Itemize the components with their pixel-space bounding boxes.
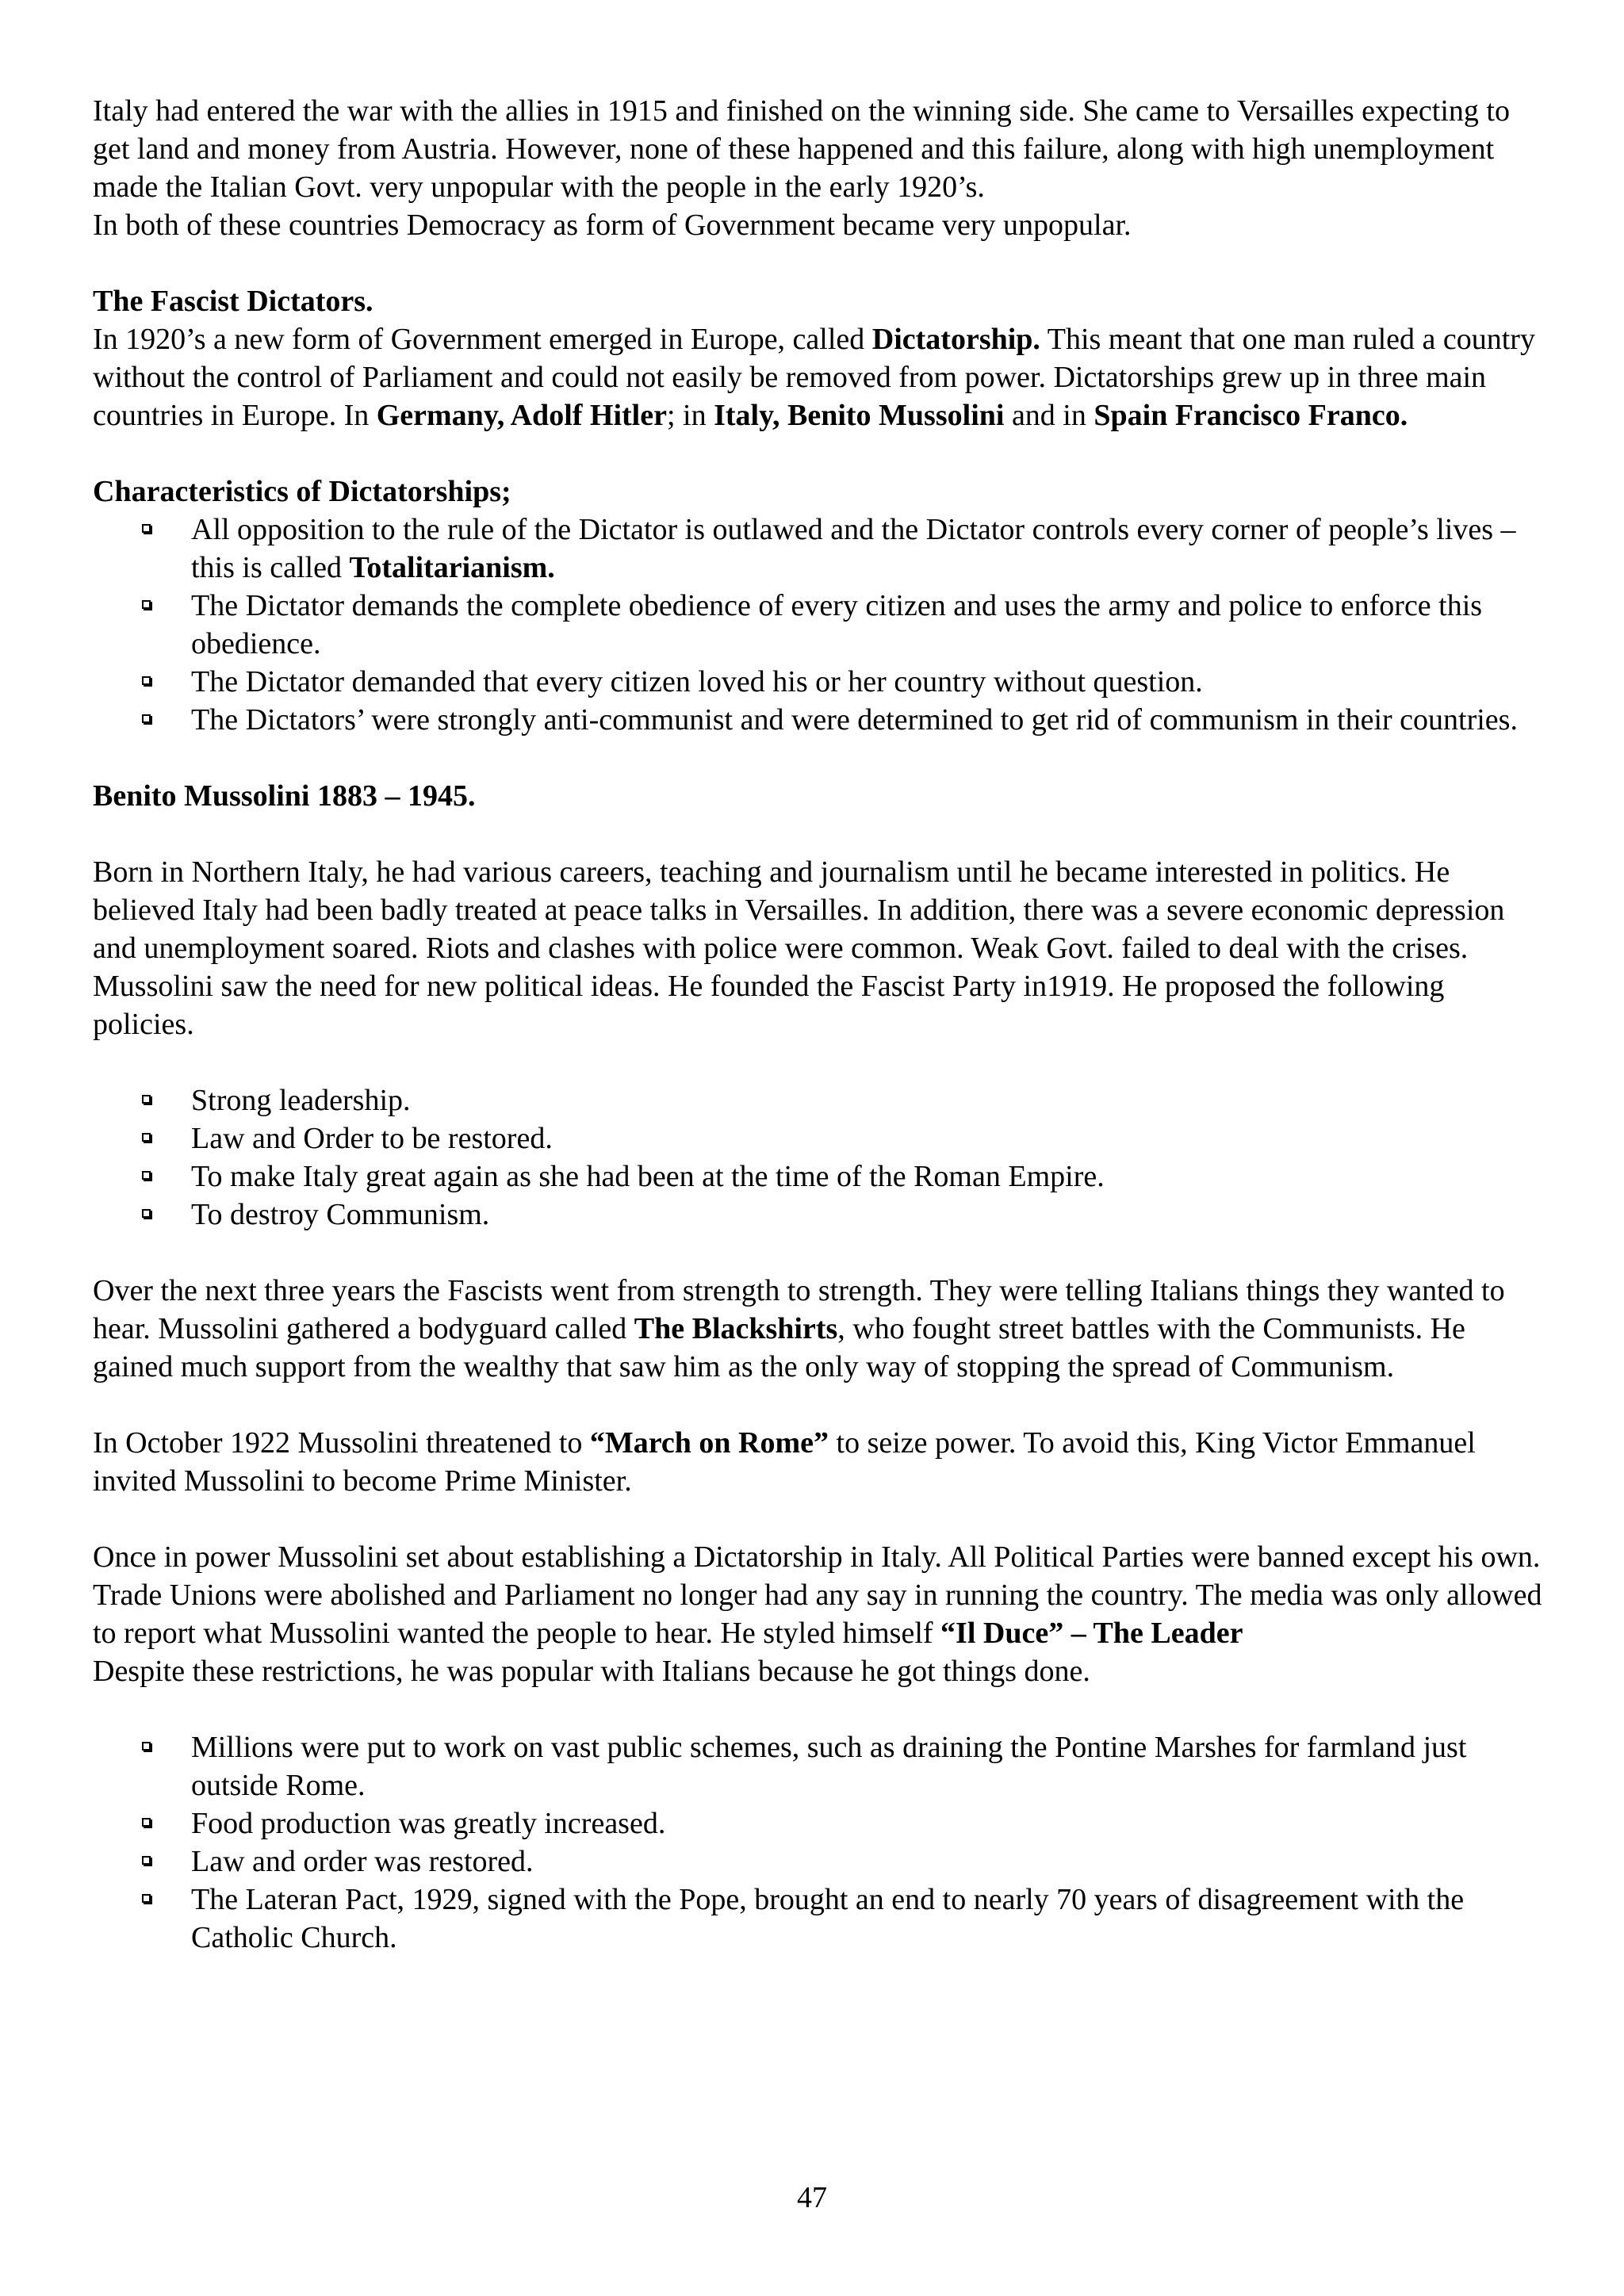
mussolini-bio-paragraph: Born in Northern Italy, he had various careers, teaching and journalism until he became interested in politics. He believed Italy had been badly treated at peace talks in Versailles. In addition, there was a severe economic depression and unemployment soared. Riots and clashes with police were common. Weak Govt. failed to deal with the crises. Mussolini saw the need for new political ideas. He founded the Fascist Party in1919. He proposed the following policies. (93, 855, 1505, 1041)
list-item: To destroy Communism. (191, 1196, 1544, 1234)
list-item: To make Italy great again as she had been at the time of the Roman Empire. (191, 1158, 1544, 1196)
list-item: The Lateran Pact, 1929, signed with the Pope, brought an end to nearly 70 years of disagreement with the Catholic Church. (191, 1881, 1544, 1957)
mussolini-heading: Benito Mussolini 1883 – 1945. (93, 779, 476, 813)
checkbox-bullet-icon (142, 1742, 151, 1751)
fascist-dictators-paragraph: In 1920’s a new form of Government emerged in Europe, called Dictatorship. This meant that one man ruled a country without the control of Parliament and could not easily be removed from power. Dictatorships grew up in three main countries in Europe. In Germany, Adolf Hitler; in Italy, Benito Mussolini and in Spain Francisco Franco. (93, 323, 1535, 432)
checkbox-bullet-icon (142, 714, 151, 723)
characteristics-heading: Characteristics of Dictatorships; (93, 475, 511, 508)
policies-list (93, 1081, 1544, 1234)
list-item: All opposition to the rule of the Dictator is outlawed and the Dictator controls every corner of people’s lives – this is called Totalitarianism. (191, 511, 1544, 587)
intro-paragraph-2: In both of these countries Democracy as form of Government became very unpopular. (93, 209, 1132, 242)
checkbox-bullet-icon (142, 1133, 151, 1142)
list-item: Millions were put to work on vast public schemes, such as draining the Pontine Marshes for farmland just outside Rome. (191, 1728, 1544, 1804)
checkbox-bullet-icon (142, 600, 151, 609)
list-item: Law and Order to be restored. (191, 1119, 1544, 1158)
dictatorship-paragraph: Once in power Mussolini set about establishing a Dictatorship in Italy. All Political Parties were banned except his own. Trade Unions were abolished and Parliament no longer had any say in running the country. The media was only allowed to report what Mussolini wanted the people to hear. He styled himself “Il Duce” – The Leader (93, 1540, 1542, 1650)
document-page (93, 92, 1544, 1957)
march-on-rome-paragraph: In October 1922 Mussolini threatened to “March on Rome” to seize power. To avoid this, King Victor Emmanuel invited Mussolini to become Prime Minister. (93, 1426, 1476, 1498)
checkbox-bullet-icon (142, 1095, 151, 1104)
checkbox-bullet-icon (142, 1171, 151, 1180)
fascists-rise-paragraph: Over the next three years the Fascists went from strength to strength. They were telling Italians things they wanted to hear. Mussolini gathered a bodyguard called The Blackshirts, who fought street battles with the Communists. He gained much support from the wealthy that saw him as the only way of stopping the spread of Communism. (93, 1274, 1505, 1383)
page-number: 47 (797, 2181, 827, 2214)
fascist-dictators-heading: The Fascist Dictators. (93, 285, 373, 318)
intro-paragraph: Italy had entered the war with the allies in 1915 and finished on the winning side. She came to Versailles expecting to get land and money from Austria. However, none of these happened and this failure, along with high unemployment made the Italian Govt. very unpopular with the people in the early 1920’s. (93, 94, 1510, 204)
list-item: The Dictators’ were strongly anti-communist and were determined to get rid of communism in their countries. (191, 701, 1544, 739)
popularity-paragraph: Despite these restrictions, he was popular with Italians because he got things done. (93, 1655, 1090, 1688)
checkbox-bullet-icon (142, 1818, 151, 1827)
list-item: Law and order was restored. (191, 1843, 1544, 1881)
checkbox-bullet-icon (142, 1856, 151, 1865)
achievements-list (93, 1728, 1544, 1957)
characteristics-list (93, 511, 1544, 739)
list-item: The Dictator demands the complete obedience of every citizen and uses the army and police to enforce this obedience. (191, 587, 1544, 663)
checkbox-bullet-icon (142, 1894, 151, 1903)
checkbox-bullet-icon (142, 1209, 151, 1218)
checkbox-bullet-icon (142, 524, 151, 533)
list-item: Food production was greatly increased. (191, 1804, 1544, 1843)
list-item: Strong leadership. (191, 1081, 1544, 1119)
list-item: The Dictator demanded that every citizen loved his or her country without question. (191, 663, 1544, 701)
checkbox-bullet-icon (142, 676, 151, 685)
